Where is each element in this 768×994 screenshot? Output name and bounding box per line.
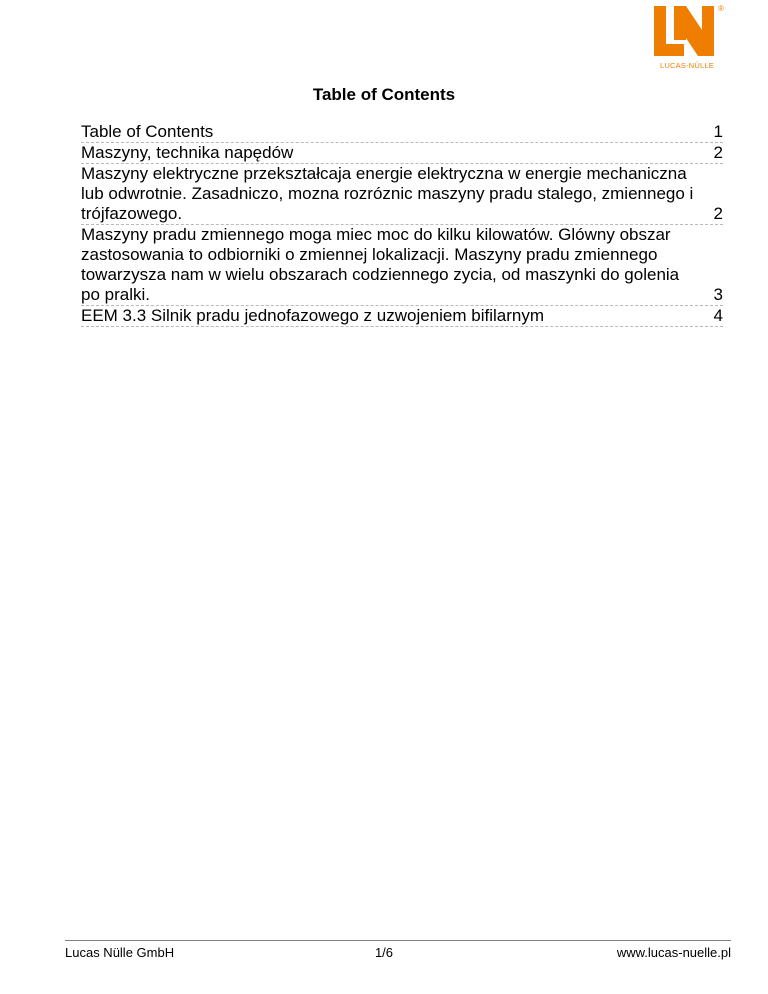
toc-entry-page: 3 xyxy=(713,285,723,304)
toc-entry[interactable] xyxy=(81,306,723,327)
ln-logo-icon xyxy=(652,4,722,60)
lucas-nuelle-logo xyxy=(652,4,722,72)
footer-divider xyxy=(65,940,731,941)
toc-entry[interactable] xyxy=(81,122,723,143)
toc-entry-text: Maszyny elektryczne przekształcaja energie elektryczna w energie mechaniczna lub odwrotnie. Zasadniczo, mozna rozróznic maszyny pradu stalego, zmiennego i trójfazowego. xyxy=(81,164,694,223)
page-title: Table of Contents xyxy=(312,85,456,104)
toc-entry-text: Maszyny pradu zmiennego moga miec moc do kilku kilowatów. Glówny obszar zastosowania to odbiorniki o zmiennej lokalizacji. Maszyny pradu zmiennego towarzysza nam w wielu obszarach codziennego zycia, od maszynki do golenia po pralki. xyxy=(81,225,680,304)
toc-entry-page: 4 xyxy=(713,306,723,325)
toc-entry[interactable] xyxy=(81,225,723,306)
toc-entry-page: 2 xyxy=(713,204,723,223)
footer-website[interactable]: www.lucas-nuelle.pl xyxy=(616,945,731,960)
toc-entry-page: 1 xyxy=(713,122,723,141)
footer-company: Lucas Nülle GmbH xyxy=(65,945,175,960)
table-of-contents xyxy=(81,122,723,327)
toc-entry-page: 2 xyxy=(713,143,723,162)
footer-page-number: 1/6 xyxy=(374,945,394,960)
toc-entry[interactable] xyxy=(81,143,723,164)
logo-wordmark: LUCAS-NÜLLE xyxy=(660,61,714,70)
toc-entry-text: Table of Contents xyxy=(81,122,214,141)
registered-mark: ® xyxy=(718,4,724,13)
toc-entry-text: EEM 3.3 Silnik pradu jednofazowego z uzwojeniem bifilarnym xyxy=(81,306,545,325)
toc-entry-text: Maszyny, technika napędów xyxy=(81,143,294,162)
toc-entry[interactable] xyxy=(81,164,723,225)
